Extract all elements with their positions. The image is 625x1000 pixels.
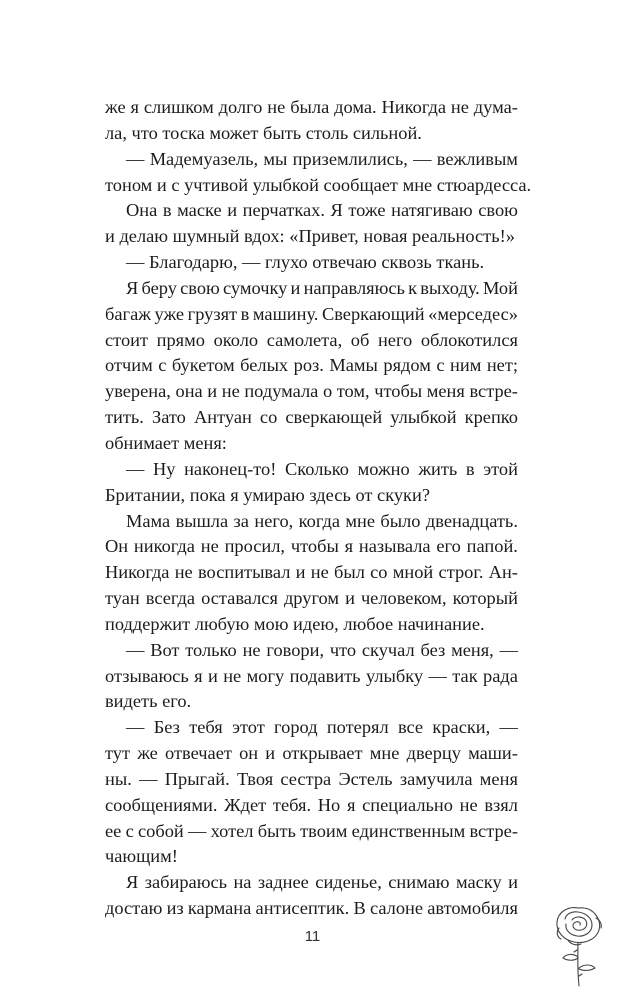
word: не [221, 381, 240, 402]
word: в [240, 303, 250, 324]
word: заднее [257, 872, 309, 893]
word: облокотился [420, 329, 518, 350]
word: крепко [464, 407, 518, 428]
word: — [428, 665, 447, 686]
word: и [345, 588, 355, 609]
word: — [188, 820, 207, 841]
word: салоне [369, 898, 424, 919]
word: о [322, 381, 333, 402]
word: сверкающей [285, 407, 383, 428]
word: Он [105, 536, 129, 557]
word: Сколько [285, 458, 349, 479]
word: просил, [224, 536, 286, 557]
word: я [130, 97, 139, 117]
word: быть [257, 820, 296, 841]
word: не [450, 97, 469, 117]
text-line [105, 896, 518, 922]
word: достаю [105, 898, 163, 919]
text-line: и делаю шумный вдох: «Привет, новая реальность!» [105, 226, 515, 247]
body-text [105, 95, 532, 922]
word: чтобы [290, 536, 339, 557]
word: дума- [473, 97, 518, 117]
word: улыбку [365, 665, 424, 686]
word: мы [263, 148, 288, 169]
word: меня [479, 768, 518, 789]
word: тебя [189, 717, 223, 738]
word: потерял [326, 717, 389, 738]
word: мной [392, 562, 434, 583]
word: другом [283, 588, 340, 609]
text-line: ла, что тоска может быть столь сильной. [105, 122, 422, 143]
word: всегда [145, 588, 196, 609]
word: в [465, 458, 475, 479]
word: никогда [133, 536, 195, 557]
word: была [290, 97, 330, 117]
word: она [175, 381, 203, 402]
word: дверцу [406, 743, 461, 764]
word: — [413, 148, 432, 169]
word: Мамы [329, 355, 378, 376]
word: Она [126, 200, 158, 221]
word: свою [180, 277, 220, 298]
word: автомобиля [427, 898, 518, 919]
word: город [274, 717, 318, 738]
word: наконец-то! [184, 458, 277, 479]
word: не [200, 536, 219, 557]
text-line: обнимает меня: [105, 432, 227, 453]
word: забираюсь [144, 872, 227, 893]
word: самолета, [266, 329, 343, 350]
word: него [377, 329, 413, 350]
text-line [105, 405, 518, 431]
word: меня [426, 381, 465, 402]
word: беру [141, 277, 177, 298]
word: рада [483, 665, 518, 686]
word: же [105, 97, 126, 117]
word: мне [369, 743, 400, 764]
word: него, [254, 510, 294, 531]
word: же [137, 743, 158, 764]
word: собой [138, 820, 184, 841]
word: было [380, 510, 421, 531]
word: чтобы [374, 381, 423, 402]
word: встре- [469, 820, 518, 841]
word: около [213, 329, 259, 350]
text-line [105, 328, 518, 354]
word: и [508, 872, 518, 893]
text-line [105, 457, 518, 483]
word: Сверкающий [321, 303, 425, 324]
word: Вот [150, 639, 180, 660]
word: со [259, 407, 278, 428]
word: взял [484, 794, 518, 815]
word: антисептик. [255, 898, 350, 919]
word: открывает [282, 743, 363, 764]
text-line: тоном и с учтивой улыбкой сообщает мне стюардесса. [105, 174, 532, 195]
word: и [207, 665, 218, 686]
word: Твоя [236, 768, 274, 789]
word: отвечает [165, 743, 232, 764]
word: Ан- [488, 562, 518, 583]
word: и [227, 200, 238, 221]
word: он [239, 743, 259, 764]
word: этот [232, 717, 265, 738]
word: оставался [201, 588, 278, 609]
word: двенадцать. [425, 510, 518, 531]
word: могу [246, 665, 285, 686]
word: роз. [293, 355, 324, 376]
word: ее [105, 820, 122, 841]
word: я [346, 794, 356, 815]
word: Ну [153, 458, 176, 479]
word: натягиваю [391, 200, 473, 221]
word: Мама [126, 510, 171, 531]
word: вышла [175, 510, 229, 531]
word: выходу. [420, 277, 480, 298]
word: Зато [151, 407, 186, 428]
word: можно [357, 458, 410, 479]
word: кармана [187, 898, 252, 919]
word: не [174, 562, 193, 583]
word: из [166, 898, 184, 919]
text-line [105, 509, 518, 535]
text-line [105, 302, 518, 328]
word: — [139, 768, 158, 789]
word: Никогда [105, 562, 170, 583]
word: сумочку [222, 277, 288, 298]
word: слишком [143, 97, 214, 117]
word: встре- [469, 381, 518, 402]
word: я [194, 665, 203, 686]
word: приземлились, [292, 148, 408, 169]
text-line [105, 741, 518, 767]
page-number: 11 [304, 928, 321, 945]
word: стоит [105, 329, 149, 350]
word: Антуан [193, 407, 252, 428]
text-line [105, 276, 518, 302]
word: тут [105, 743, 131, 764]
word: замучила [399, 768, 473, 789]
word: вежливым [436, 148, 518, 169]
word: был [334, 562, 365, 583]
word: за [233, 510, 249, 531]
word: папой. [466, 536, 518, 557]
word: когда [298, 510, 340, 531]
word: с [436, 355, 445, 376]
word: дома. [334, 97, 377, 117]
word: что [329, 639, 357, 660]
word: свою [478, 200, 518, 221]
text-line [105, 638, 518, 664]
word: специально [362, 794, 453, 815]
word: об [350, 329, 370, 350]
word: человеком, [360, 588, 447, 609]
word: не [267, 97, 286, 117]
word: сестра [280, 768, 332, 789]
word: прямо [156, 329, 205, 350]
word: с [158, 355, 167, 376]
word: и [207, 381, 218, 402]
word: отчим [105, 355, 153, 376]
word: снимаю [388, 872, 450, 893]
word: нет; [486, 355, 518, 376]
word: рядом [383, 355, 431, 376]
word: ны. [105, 768, 132, 789]
word: Никогда [381, 97, 446, 117]
word: багаж [105, 303, 151, 324]
word: и [265, 743, 276, 764]
text-line: видеть его. [105, 691, 192, 712]
word: белых [240, 355, 289, 376]
word: сиденье, [315, 872, 382, 893]
word: уверена, [105, 381, 171, 402]
word: Эстель [338, 768, 393, 789]
word: долго [218, 97, 263, 117]
word: маши- [468, 743, 518, 764]
text-line [105, 353, 518, 379]
word: на [233, 872, 252, 893]
word: В [353, 898, 366, 919]
text-line [105, 793, 518, 819]
word: Но [317, 794, 341, 815]
word: подавить [289, 665, 361, 686]
word: Ждет [224, 794, 267, 815]
word: в [162, 200, 172, 221]
word: том, [336, 381, 370, 402]
word: не [223, 665, 242, 686]
word: со [370, 562, 388, 583]
word: называла [358, 536, 431, 557]
text-line: поддержит любую мою идею, любое начинание. [105, 613, 485, 634]
word: Я [126, 277, 139, 298]
word: — [126, 458, 145, 479]
word: маску [455, 872, 502, 893]
text-line [105, 586, 518, 612]
word: не [310, 562, 329, 583]
word: отзываюсь [105, 665, 189, 686]
text-line [105, 95, 518, 121]
word: тебя. [272, 794, 312, 815]
word: только [185, 639, 237, 660]
word: сообщениями. [105, 794, 218, 815]
word: Прыгай. [164, 768, 230, 789]
word: туан [105, 588, 140, 609]
text-line: чающим! [105, 846, 178, 867]
word: мне [345, 510, 376, 531]
word: не [242, 639, 261, 660]
word: улыбкой [390, 407, 457, 428]
word: без [420, 639, 446, 660]
word: перчатках. [242, 200, 325, 221]
word: — [126, 639, 145, 660]
word: и [290, 277, 301, 298]
word: твоим [300, 820, 348, 841]
text-line: — Благодарю, — глухо отвечаю сквозь ткань. [126, 252, 485, 273]
word: ним [450, 355, 482, 376]
word: Я [330, 200, 343, 221]
word: — [499, 639, 518, 660]
word: грузят [187, 303, 238, 324]
word: Я [126, 872, 139, 893]
text-line: Британии, пока я умираю здесь от скуки? [105, 484, 430, 505]
word: краски, [432, 717, 491, 738]
word: тоже [348, 200, 386, 221]
word: меня, [451, 639, 494, 660]
word: все [397, 717, 424, 738]
word: подумала [244, 381, 319, 402]
word: тить. [105, 407, 144, 428]
word: — [499, 717, 518, 738]
word: машину. [252, 303, 319, 324]
text-line [105, 560, 518, 586]
word: жить [418, 458, 458, 479]
text-line [105, 379, 518, 405]
word: направляюсь [303, 277, 405, 298]
word: я [344, 536, 354, 557]
word: Мадемуазель, [149, 148, 259, 169]
text-line [105, 715, 518, 741]
word: этой [483, 458, 518, 479]
word: — [126, 717, 145, 738]
word: Без [153, 717, 180, 738]
word: с [125, 820, 134, 841]
text-line [105, 198, 518, 224]
rose-icon [548, 902, 608, 988]
word: не [459, 794, 478, 815]
word: строг. [438, 562, 484, 583]
word: скучал [361, 639, 415, 660]
text-line [105, 534, 518, 560]
text-line [105, 767, 518, 793]
word: «мерседес» [428, 303, 518, 324]
word: букетом [171, 355, 235, 376]
word: и [295, 562, 306, 583]
text-line [105, 819, 518, 845]
text-line [105, 870, 518, 896]
word: который [452, 588, 518, 609]
word: единственным [351, 820, 466, 841]
word: Мой [482, 277, 518, 298]
word: хотел [210, 820, 254, 841]
word: к [408, 277, 418, 298]
text-line [105, 664, 518, 690]
word: воспитывал [197, 562, 291, 583]
word: маске [177, 200, 222, 221]
word: — [126, 148, 145, 169]
word: уже [154, 303, 185, 324]
word: его [436, 536, 461, 557]
text-line [105, 147, 518, 173]
word: говори, [266, 639, 325, 660]
word: так [452, 665, 478, 686]
